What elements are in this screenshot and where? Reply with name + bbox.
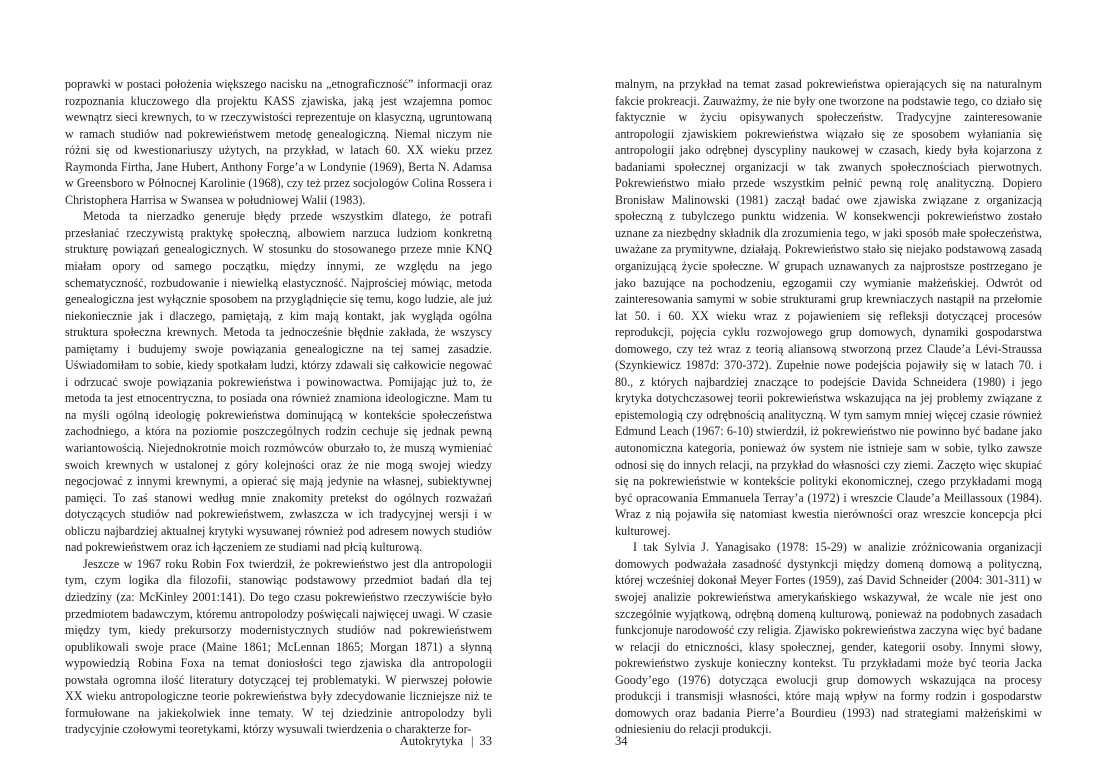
- footer-separator: |: [470, 734, 474, 748]
- page-number: 34: [615, 734, 628, 748]
- paragraph: Metoda ta nierzadko generuje błędy przede wszystkim dlatego, że potrafi przesłaniać rzeczywistą praktykę społeczną, albowiem narzuca ludziom konkretną strukturę powiązań genealogicznych. W stosunku do stosowanego przeze mnie KNQ miałam opory od samego początku, między innymi, ze względu na jego schematyczność, rozbudowanie i niewielką elastyczność. Najprościej mówiąc, metoda genealogiczna jest wyłącznie sposobem na przyglądnięcie się temu, kogo ludzie, ale już niekoniecznie jak i dlaczego, pamiętają, z kim mają kontakt, jak wygląda ogólna struktura społeczna krewnych. Metoda ta jednocześnie błędnie zakłada, że wszyscy pamiętamy i budujemy swoje powiązania genealogiczne na tej samej zasadzie. Uświadomiłam to sobie, kiedy spotkałam ludzi, którzy zdawali się całkowicie negować i odrzucać swoje powiązania pokrewieństwa i powinowactwa. Pomijając już to, że metoda ta jest etnocentryczna, to posiada ona również znamiona ideologiczne. Mam tu na myśli ogólną ideologię pokrewieństwa dominującą w kontekście społeczeństwa zachodniego, a która na poziomie poszczególnych rodzin cechuje się jednak pewną wariantowością. Niejednokrotnie moich rozmówców oburzało to, że muszą wymieniać swoich krewnych w ustalonej z góry kolejności oraz że nie mogą swojej wiedzy negocjować z innymi krewnymi, a opierać się mają jedynie na własnej, subiektywnej pamięci. To zaś stanowi według mnie znakomity pretekst do ogólnych rozważań dotyczących studiów nad pokrewieństwem, zwłaszcza w ich tradycyjnej wersji i w obliczu najbardziej aktualnej krytyki wysuwanej również pod adresem nowych studiów nad pokrewieństwem oraz ich łączeniem ze studiami nad płcią kulturową.: [65, 209, 492, 555]
- page-number: 33: [479, 734, 492, 748]
- right-page-text: [615, 76, 1042, 738]
- paragraph: poprawki w postaci położenia większego nacisku na „etnograficzność” informacji oraz rozpoznania kluczowego dla projektu KASS zjawiska, jaką jest wzajemna pomoc wewnątrz sieci krewnych, to w rzeczywistości reprezentuje on klasyczną, ugruntowaną w ramach studiów nad pokrewieństwem metodę genealogiczną. Niemal niczym nie różni się od kwestionariuszy użytych, na przykład, w latach 60. XX wieku przez Raymonda Firtha, Jane Hubert, Anthony Forge’a w Londynie (1969), Berta N. Adamsa w Greensboro w Północnej Karolinie (1968), czy też przez socjologów Colina Rossera i Christophera Harrisa w Swansea w południowej Walii (1983).: [65, 77, 492, 207]
- right-page-footer: [615, 733, 628, 749]
- left-page-footer: [400, 733, 492, 749]
- running-title: Autokrytyka: [399, 734, 463, 748]
- right-page: [550, 0, 1100, 780]
- paragraph: Jeszcze w 1967 roku Robin Fox twierdził, że pokrewieństwo jest dla antropologii tym, czym logika dla filozofii, stanowiąc podstawowy przedmiot badań dla tej dziedziny (za: McKinley 2001:141). Do tego czasu pokrewieństwo rzeczywiście było przedmiotem badawczym, któremu antropolodzy poświęcali najwięcej uwagi. W czasie między tym, kiedy prekursorzy modernistycznych studiów nad pokrewieństwem opublikowali swoje prace (Maine 1861; McLennan 1865; Morgan 1871) a słynną wypowiedzią Robina Foxa na temat doniosłości tego zjawiska dla antropologii powstała ogromna ilość literatury dotyczącej tej problematyki. W pierwszej połowie XX wieku antropologiczne teorie pokrewieństwa były zdecydowanie liczniejsze niż te formułowane na jakiekolwiek inne tematy. W tej dziedzinie antropolodzy byli tradycyjnie czołowymi teoretykami, którzy wysuwali twierdzenia o charakterze for-: [65, 556, 492, 737]
- left-page-text: [65, 76, 492, 738]
- paragraph: I tak Sylvia J. Yanagisako (1978: 15-29) w analizie zróżnicowania organizacji domowych podważała zasadność dystynkcji między domeną domową a polityczną, której wcześniej dokonał Meyer Fortes (1959), zaś David Schneider (2004: 301-311) w swojej analizie pokrewieństwa amerykańskiego wskazywał, że wcale nie jest ono szczególnie wyjątkową, odrębną domeną kulturową, ponieważ na podobnych zasadach funkcjonuje narodowość czy religia. Zjawisko pokrewieństwa zaczyna więc być badane w relacji do etniczności, klasy społecznej, gender, kategorii osoby. Innymi słowy, pokrewieństwo zyskuje konieczny kontekst. Tu przykładami może być teoria Jacka Goody’ego (1976) dotycząca ewolucji grup domowych wskazująca na procesy produkcji i transmisji własności, które mają wpływ na formy rodzin i gospodarstw domowych oraz badania Pierre’a Bourdieu (1993) nad strategiami małżeńskimi w odniesieniu do relacji produkcji.: [615, 540, 1042, 737]
- paragraph: malnym, na przykład na temat zasad pokrewieństwa opierających się na naturalnym fakcie prokreacji. Zauważmy, że nie były one tworzone na podstawie tego, co działo się faktycznie w życiu opisywanych społeczeństw. Tradycyjne zainteresowanie antropologii zjawiskiem pokrewieństwa wiązało się ze sposobem wyłaniania się antropologii jako odrębnej dyscypliny naukowej w czasach, kiedy była kojarzona z badaniami społecznej organizacji w tak zwanych społecznościach pierwotnych. Pokrewieństwo miało przede wszystkim pełnić pewną rolę analityczną. Dopiero Bronisław Malinowski (1981) zaczął badać owe zjawiska związane z organizacją społeczną z tubylczego punktu widzenia. W konsekwencji pokrewieństwo zostało uznane za niezbędny składnik dla zrozumienia tego, w jaki sposób małe społeczeństwa, uważane za prymitywne, działają. Pokrewieństwo stało się niejako podstawową zasadą organizującą życie społeczne. W grupach uznawanych za najprostsze postrzegano je jako bazujące na pochodzeniu, egzogamii czy wymianie małżeńskiej. Odwrót od zainteresowania samymi w sobie strukturami grup krewniaczych nastąpił na przełomie lat 50. i 60. XX wieku wraz z pojawieniem się refleksji dotyczącej procesów reprodukcji, pojęcia cyklu rozwojowego grup domowych, dynamiki gospodarstwa domowego, czy też wraz z teorią aliansową stworzoną przez Claude’a Lévi-Straussa (Szynkiewicz 1987d: 370-372). Zupełnie nowe podejścia pojawiły się w latach 70. i 80., z których najbardziej znaczące to podejście Davida Schneidera (1980) i jego krytyka dotychczasowej teorii pokrewieństwa wskazująca na jej problemy związane z epistemologią czy odrębnością analityczną. W tym samym mniej więcej czasie również Edmund Leach (1967: 6-10) stwierdził, iż pokrewieństwo nie powinno być badane jako autonomiczna kategoria, ponieważ ów system nie istnieje sam w sobie, tylko zawsze odnosi się do innych relacji, na przykład do własności czy ziemi. Zaczęto więc skupiać się na pokrewieństwie w kontekście polityki ekonomicznej, czego przykładami mogą być opracowania Emmanuela Terray’a (1972) i wreszcie Claude’a Meillassoux (1984). Wraz z nią pojawiła się natomiast kwestia nierówności oraz wreszcie koncepcja płci kulturowej.: [615, 77, 1042, 538]
